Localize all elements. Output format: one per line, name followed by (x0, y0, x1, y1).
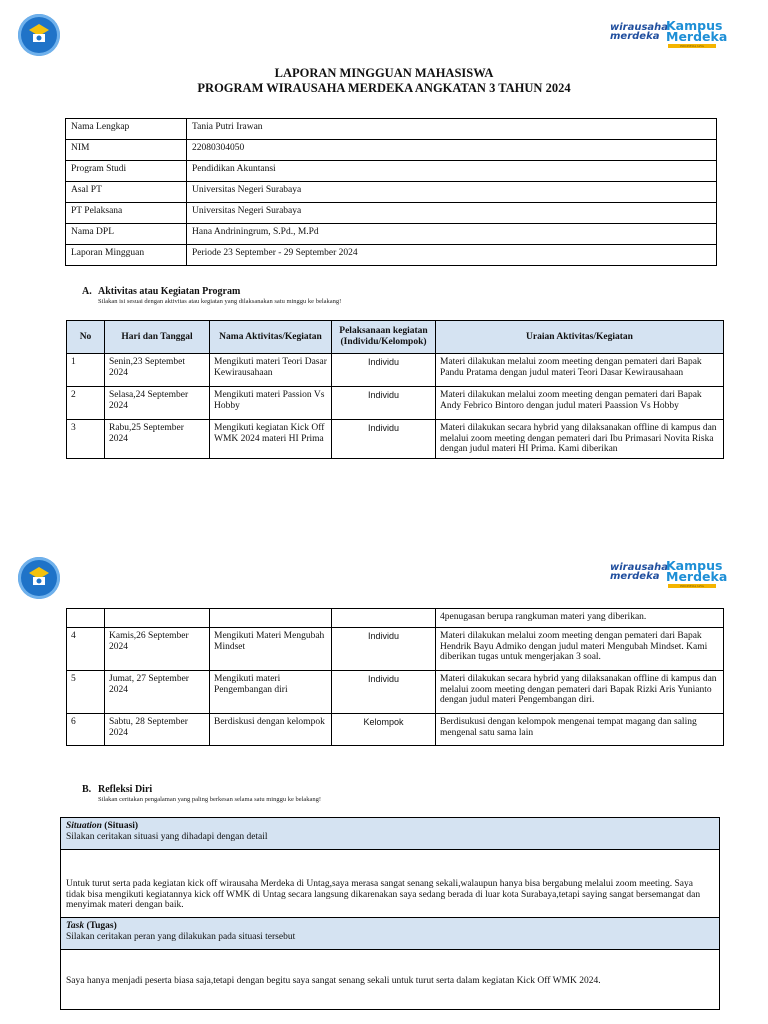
activity-name: Mengikuti kegiatan Kick Off WMK 2024 materi HI Prima (210, 420, 332, 459)
activity-date: Kamis,26 September 2024 (105, 628, 210, 671)
activity-desc: Materi dilakukan melalui zoom meeting dengan pemateri dari Bapak Hendrik Bayu Admiko dengan judul materi Mengubah Mindset. Kami diberikan tugas untuk mengerjakan 3 soal. (436, 628, 724, 671)
col-header-mode: Pelaksanaan kegiatan (Individu/Kelompok) (332, 321, 436, 354)
activity-desc: Materi dilakukan melalui zoom meeting dengan pemateri dari Bapak Andy Febrico Bintoro dengan judul materi Paassion Vs Hobby (436, 387, 724, 420)
info-row (66, 182, 717, 203)
activity-no: 5 (67, 671, 105, 714)
activity-date: Selasa,24 September 2024 (105, 387, 210, 420)
section-b-heading: B. Refleksi Diri (82, 784, 153, 795)
task-answer: Saya hanya menjadi peserta biasa saja,tetapi dengan begitu saya sangat senang sekali untuk turut serta dalam kegiatan Kick Off WMK 2024. (66, 976, 601, 986)
activity-row (67, 609, 724, 628)
info-value: Pendidikan Akuntansi (187, 161, 717, 182)
activity-name (210, 609, 332, 628)
activity-mode: Individu (332, 671, 436, 714)
student-info-table (65, 118, 717, 266)
info-value: 22080304050 (187, 140, 717, 161)
activity-desc: Berdisukusi dengan kelompok mengenai tempat magang dan saling mengenal satu sama lain (436, 714, 724, 746)
activity-no: 1 (67, 354, 105, 387)
activity-desc: Materi dilakukan melalui zoom meeting dengan pemateri dari Bapak Pandu Pratama dengan judul materi Teori Dasar Kewirausahaan (436, 354, 724, 387)
info-row (66, 119, 717, 140)
activity-no (67, 609, 105, 628)
info-label: PT Pelaksana (66, 203, 187, 224)
activity-date: Rabu,25 September 2024 (105, 420, 210, 459)
activity-mode: Individu (332, 628, 436, 671)
activity-date (105, 609, 210, 628)
info-label: NIM (66, 140, 187, 161)
activity-table (66, 320, 724, 459)
activity-mode: Individu (332, 354, 436, 387)
activity-name: Mengikuti Materi Mengubah Mindset (210, 628, 332, 671)
activity-row (67, 387, 724, 420)
activity-date: Sabtu, 28 September 2024 (105, 714, 210, 746)
info-row (66, 161, 717, 182)
info-label: Program Studi (66, 161, 187, 182)
info-value: Universitas Negeri Surabaya (187, 182, 717, 203)
activity-mode: Kelompok (332, 714, 436, 746)
col-header-date: Hari dan Tanggal (105, 321, 210, 354)
activity-row (67, 714, 724, 746)
activity-mode (332, 609, 436, 628)
wirausaha-kampus-merdeka-logo-icon: wirausaha merdeka Kampus Merdeka INDONESIA JAYA (610, 18, 728, 48)
section-a-subtitle: Silakan isi sesuai dengan aktivitas atau kegiatan yang dilaksanakan satu minggu ke belakang! (98, 298, 342, 305)
page-gap (0, 520, 768, 540)
col-header-no: No (67, 321, 105, 354)
tut-wuri-handayani-logo-icon (18, 557, 60, 599)
wirausaha-kampus-merdeka-logo-icon: wirausaha merdeka Kampus Merdeka INDONESIA JAYA (610, 558, 728, 588)
activity-row (67, 420, 724, 459)
activity-date: Senin,23 Septembet 2024 (105, 354, 210, 387)
tut-wuri-handayani-logo-icon (18, 14, 60, 56)
info-value: Hana Andriningrum, S.Pd., M.Pd (187, 224, 717, 245)
info-label: Laporan Mingguan (66, 245, 187, 266)
info-label: Nama Lengkap (66, 119, 187, 140)
info-row (66, 140, 717, 161)
report-title: LAPORAN MINGGUAN MAHASISWA PROGRAM WIRAUSAHA MERDEKA ANGKATAN 3 TAHUN 2024 (197, 66, 571, 95)
activity-desc: Materi dilakukan secara hybrid yang dilaksanakan offline di kampus dan melalui zoom meeting dengan pemateri dari Bapak Rizki Aris Yunianto dengan judul materi Pengembangan diri. (436, 671, 724, 714)
col-header-desc: Uraian Aktivitas/Kegiatan (436, 321, 724, 354)
activity-name: Mengikuti materi Pengembangan diri (210, 671, 332, 714)
activity-desc: Materi dilakukan secara hybrid yang dilaksanakan offline di kampus dan melalui zoom meeting dengan pemateri dari Ibu Primasari Novita Riska dengan judul materi HI Prima. Kami diberikan (436, 420, 724, 459)
info-row (66, 203, 717, 224)
activity-mode: Individu (332, 420, 436, 459)
reflection-box (60, 817, 720, 1010)
situation-answer: Untuk turut serta pada kegiatan kick off wirausaha Merdeka di Untag,saya merasa sangat senang sekali,walaupun hanya bisa bergabung melalui zoom meeting. Saya tidak bisa mengikuti kegiatannya kick off WMK di Untag secara langsung dikarenakan saya sedang berada di luar kota Surabaya,tetapi saying sangat bersemangat dan menyimak materi dengan baik. (66, 879, 701, 910)
activity-name: Mengikuti materi Passion Vs Hobby (210, 387, 332, 420)
info-label: Asal PT (66, 182, 187, 203)
section-a-heading: A. Aktivitas atau Kegiatan Program (82, 286, 241, 297)
activity-no: 4 (67, 628, 105, 671)
activity-row (67, 354, 724, 387)
activity-no: 6 (67, 714, 105, 746)
info-label: Nama DPL (66, 224, 187, 245)
activity-no: 2 (67, 387, 105, 420)
info-row (66, 245, 717, 266)
activity-mode: Individu (332, 387, 436, 420)
section-b-subtitle: Silakan ceritakan pengalaman yang paling berkesan selama satu minggu ke belakang! (98, 796, 322, 803)
info-row (66, 224, 717, 245)
situation-header: Situation (Situasi) Silakan ceritakan situasi yang dihadapi dengan detail (61, 818, 719, 850)
info-value: Universitas Negeri Surabaya (187, 203, 717, 224)
activity-desc: 4penugasan berupa rangkuman materi yang diberikan. (436, 609, 724, 628)
activity-date: Jumat, 27 September 2024 (105, 671, 210, 714)
activity-no: 3 (67, 420, 105, 459)
info-value: Tania Putri Irawan (187, 119, 717, 140)
col-header-name: Nama Aktivitas/Kegiatan (210, 321, 332, 354)
info-value: Periode 23 September - 29 September 2024 (187, 245, 717, 266)
activity-row (67, 628, 724, 671)
activity-row (67, 671, 724, 714)
activity-table-continued (66, 608, 724, 746)
activity-name: Mengikuti materi Teori Dasar Kewirausahaan (210, 354, 332, 387)
activity-name: Berdiskusi dengan kelompok (210, 714, 332, 746)
task-header: Task (Tugas) Silakan ceritakan peran yang dilakukan pada situasi tersebut (61, 917, 719, 950)
